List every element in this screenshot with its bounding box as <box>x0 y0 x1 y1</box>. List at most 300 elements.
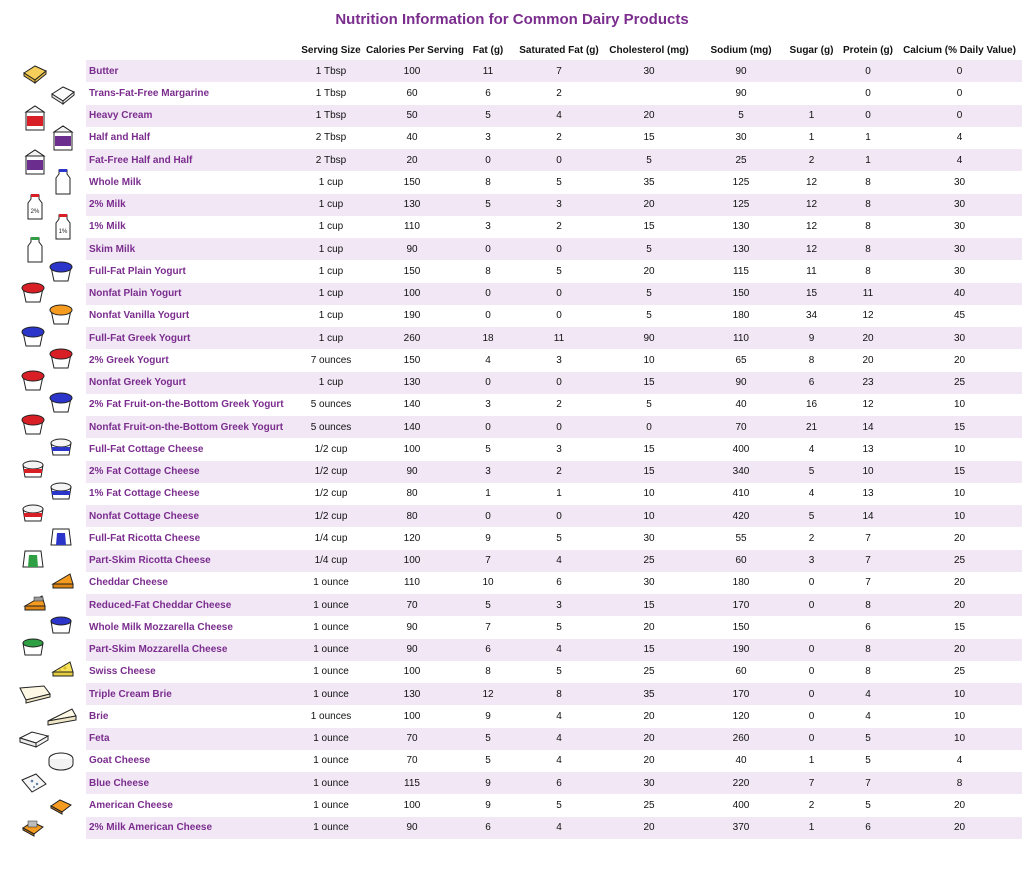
table-cell: 20 <box>600 817 698 839</box>
table-cell: 3 <box>485 221 491 233</box>
yogurt-cup-icon <box>48 392 74 414</box>
table-cell: 7 <box>839 772 897 794</box>
table-cell: 9 <box>485 710 491 722</box>
table-cell: 90 <box>600 327 698 349</box>
table-cell: 110 <box>404 577 420 589</box>
table-cell: 7 <box>458 550 518 572</box>
table-cell: 80 <box>406 488 418 500</box>
table-cell: 6 <box>839 817 897 839</box>
table-cell: 1/2 cup <box>314 443 348 455</box>
table-cell: 30 <box>600 772 698 794</box>
table-cell: 1 cup <box>296 283 366 305</box>
table-cell: 0 <box>458 149 518 171</box>
table-row <box>86 349 1022 371</box>
ricotta-tub-icon <box>48 525 74 547</box>
table-cell <box>784 616 839 638</box>
table-cell: 20 <box>366 149 458 171</box>
table-cell: 25 <box>600 550 698 572</box>
table-cell: 8 <box>865 221 871 233</box>
table-row <box>86 171 1022 193</box>
table-cell: 20 <box>953 799 966 811</box>
header-cell: Fat (g) <box>472 44 504 56</box>
table-cell: 0 <box>600 416 698 438</box>
product-name: Reduced-Fat Cheddar Cheese <box>86 594 296 616</box>
table-cell: 0 <box>556 310 562 322</box>
header-cell: Calcium (% Daily Value) <box>903 44 1016 56</box>
table-row <box>86 283 1022 305</box>
table-cell: 8 <box>839 238 897 260</box>
blue-cheese-icon <box>20 772 48 794</box>
table-cell: 3 <box>518 194 600 216</box>
table-cell: 100 <box>366 283 458 305</box>
table-cell: 0 <box>458 238 518 260</box>
cream-carton-icon <box>22 148 48 176</box>
table-row <box>86 305 1022 327</box>
table-cell: 30 <box>953 221 966 233</box>
table-cell: 1/2 cup <box>314 488 348 500</box>
table-cell: 1 <box>784 817 839 839</box>
table-cell: 5 <box>600 149 698 171</box>
table-cell: 9 <box>784 327 839 349</box>
header-cell: Protein (g) <box>843 44 893 56</box>
table-row <box>86 616 1022 638</box>
table-cell: 12 <box>862 310 874 322</box>
table-cell: 90 <box>698 60 784 82</box>
yogurt-cup-icon <box>20 370 46 392</box>
table-cell: 15 <box>643 221 655 233</box>
table-cell: 130 <box>698 238 784 260</box>
table-cell: 10 <box>643 354 655 366</box>
table-cell: 140 <box>366 416 458 438</box>
header-row <box>86 40 1022 60</box>
header-cell: Saturated Fat (g) <box>519 44 599 56</box>
table-cell: 4 <box>808 443 815 455</box>
butter-icon <box>22 63 48 85</box>
product-name: Full-Fat Greek Yogurt <box>86 327 296 349</box>
table-cell: 50 <box>366 105 458 127</box>
table-cell: 8 <box>865 265 871 277</box>
table-cell: 1 cup <box>296 372 366 394</box>
table-cell: 16 <box>805 399 818 411</box>
table-row <box>86 82 1022 104</box>
table-cell: 20 <box>643 755 655 767</box>
table-cell: 8 <box>485 176 491 188</box>
table-cell: 260 <box>366 327 458 349</box>
table-cell: 13 <box>862 443 874 455</box>
yogurt-cup-icon <box>48 304 74 326</box>
table-cell: 8 <box>808 354 815 366</box>
table-cell: 1 <box>865 132 871 144</box>
yogurt-cup-icon <box>48 261 74 283</box>
table-cell: 20 <box>600 105 698 127</box>
table-cell: 1 ounce <box>313 577 349 589</box>
table-cell: 2 Tbsp <box>296 149 366 171</box>
table-cell: 3 <box>485 132 491 144</box>
table-cell: 6 <box>865 621 871 633</box>
table-cell: 5 ounces <box>310 399 352 411</box>
table-cell: 420 <box>698 505 784 527</box>
table-cell: 70 <box>366 594 458 616</box>
table-cell: 170 <box>698 594 784 616</box>
product-name: Feta <box>86 728 296 750</box>
table-cell: 0 <box>485 310 491 322</box>
ricotta-tub-icon <box>20 547 46 569</box>
cottage-cheese-tub-icon <box>48 436 74 458</box>
table-cell: 150 <box>403 176 421 188</box>
table-row <box>86 416 1022 438</box>
table-cell: 20 <box>839 327 897 349</box>
table-cell: 4 <box>956 132 963 144</box>
product-name: Blue Cheese <box>86 772 296 794</box>
milk-bottle-icon <box>52 168 74 196</box>
table-cell: 0 <box>784 639 839 661</box>
table-cell: 110 <box>698 327 784 349</box>
product-name: Whole Milk Mozzarella Cheese <box>89 621 233 633</box>
table-cell: 25 <box>643 666 655 678</box>
yogurt-cup-icon <box>20 326 46 348</box>
table-cell: 150 <box>403 354 421 366</box>
table-cell: 15 <box>600 639 698 661</box>
table-cell: 11 <box>839 283 897 305</box>
table-cell: 1 ounce <box>296 772 366 794</box>
cottage-cheese-tub-icon <box>20 502 46 524</box>
product-name: Trans-Fat-Free Margarine <box>89 87 210 99</box>
table-row <box>86 705 1022 727</box>
table-cell: 25 <box>897 372 1022 394</box>
table-cell: 0 <box>808 666 815 678</box>
table-cell: 90 <box>366 817 458 839</box>
table-cell: 3 <box>556 443 562 455</box>
table-row <box>86 750 1022 772</box>
table-row <box>86 794 1022 816</box>
product-name: Half and Half <box>89 132 151 144</box>
table-cell: 140 <box>403 399 421 411</box>
table-cell: 1 cup <box>296 238 366 260</box>
table-row <box>86 572 1022 594</box>
table-cell: 90 <box>366 238 458 260</box>
product-name: Swiss Cheese <box>89 666 156 678</box>
table-cell: 90 <box>735 87 747 99</box>
table-cell: 5 <box>556 532 562 544</box>
table-cell: 0 <box>518 416 600 438</box>
table-cell: 10 <box>953 488 966 500</box>
table-cell: 130 <box>732 221 750 233</box>
table-cell: 11 <box>458 60 518 82</box>
table-cell: 5 <box>646 399 652 411</box>
table-cell: 4 <box>556 755 562 767</box>
table-cell: 1/4 cup <box>296 550 366 572</box>
cottage-cheese-tub-icon <box>20 458 46 480</box>
product-name: 1% Fat Cottage Cheese <box>89 488 200 500</box>
table-row <box>86 105 1022 127</box>
feta-block-icon <box>18 728 50 750</box>
table-cell: 9 <box>485 799 491 811</box>
header-cell: Sugar (g) <box>789 44 834 56</box>
table-cell: 0 <box>784 728 839 750</box>
table-cell: 14 <box>839 505 897 527</box>
table-cell: 4 <box>956 755 963 767</box>
table-row <box>86 372 1022 394</box>
table-row <box>86 127 1022 149</box>
table-cell: 0 <box>808 577 815 589</box>
table-cell: 20 <box>897 639 1022 661</box>
table-cell: 0 <box>458 505 518 527</box>
table-cell: 1 ounces <box>310 710 352 722</box>
table-cell: 1 ounce <box>296 817 366 839</box>
table-row <box>86 661 1022 683</box>
table-cell: 3 <box>556 354 562 366</box>
table-cell: 3 <box>458 461 518 483</box>
table-cell: 12 <box>805 176 818 188</box>
table-cell: 10 <box>953 399 966 411</box>
table-cell: 6 <box>458 817 518 839</box>
table-cell: 15 <box>600 461 698 483</box>
table-cell: 6 <box>556 577 562 589</box>
table-cell: 11 <box>806 265 817 277</box>
table-row <box>86 394 1022 416</box>
table-cell: 125 <box>698 194 784 216</box>
table-row <box>86 483 1022 505</box>
american-cheese-icon <box>20 818 46 840</box>
table-cell: 4 <box>518 105 600 127</box>
table-cell: 12 <box>784 238 839 260</box>
table-row <box>86 550 1022 572</box>
milk-bottle-icon <box>24 193 46 221</box>
table-cell: 0 <box>897 60 1022 82</box>
table-cell: 100 <box>366 550 458 572</box>
table-cell: 8 <box>485 666 491 678</box>
goat-cheese-icon <box>46 750 76 772</box>
table-cell: 10 <box>953 443 966 455</box>
table-cell: 1 ounce <box>296 683 366 705</box>
table-row <box>86 438 1022 460</box>
table-cell: 45 <box>953 310 966 322</box>
table-cell: 1 ounce <box>313 666 349 678</box>
table-cell: 11 <box>518 327 600 349</box>
table-row <box>86 594 1022 616</box>
table-cell: 1/4 cup <box>314 532 348 544</box>
table-cell: 20 <box>643 621 655 633</box>
product-icons <box>0 58 86 848</box>
table-cell: 35 <box>600 683 698 705</box>
product-name: Heavy Cream <box>86 105 296 127</box>
table-cell: 150 <box>403 265 421 277</box>
cheddar-wedge-icon <box>22 592 48 614</box>
yogurt-cup-icon <box>20 282 46 304</box>
table-cell: 40 <box>735 755 747 767</box>
table-cell: 3 <box>485 399 491 411</box>
table-cell: 18 <box>458 327 518 349</box>
nutrition-table <box>86 40 1022 839</box>
table-cell: 25 <box>643 799 655 811</box>
product-name: Full-Fat Plain Yogurt <box>89 265 186 277</box>
table-cell: 10 <box>897 505 1022 527</box>
table-cell: 9 <box>458 772 518 794</box>
table-cell: 90 <box>698 372 784 394</box>
table-cell: 1 <box>784 105 839 127</box>
product-name: 2% Fat Fruit-on-the-Bottom Greek Yogurt <box>89 399 284 411</box>
table-cell: 1 cup <box>318 310 344 322</box>
table-cell: 65 <box>735 354 747 366</box>
table-cell: 10 <box>643 488 655 500</box>
table-cell: 8 <box>865 176 871 188</box>
table-cell: 1 <box>808 755 815 767</box>
table-cell: 4 <box>865 710 871 722</box>
table-cell: 15 <box>643 443 655 455</box>
table-cell: 30 <box>600 60 698 82</box>
table-cell: 180 <box>732 310 750 322</box>
table-cell: 15 <box>643 132 655 144</box>
table-cell: 20 <box>643 710 655 722</box>
product-name: Nonfat Greek Yogurt <box>86 372 296 394</box>
table-cell: 115 <box>366 772 458 794</box>
table-cell: 20 <box>953 577 966 589</box>
mozzarella-tub-icon <box>20 636 46 658</box>
table-cell: 15 <box>897 461 1022 483</box>
table-cell: 2 <box>784 149 839 171</box>
table-cell: 8 <box>897 772 1022 794</box>
table-cell: 190 <box>403 310 421 322</box>
table-cell: 2 <box>556 132 562 144</box>
table-row <box>86 728 1022 750</box>
table-cell: 0 <box>518 372 600 394</box>
table-cell: 40 <box>406 132 418 144</box>
table-cell: 0 <box>897 105 1022 127</box>
table-cell: 6 <box>518 772 600 794</box>
table-cell: 30 <box>643 577 655 589</box>
margarine-icon <box>50 84 76 106</box>
swiss-wedge-icon <box>50 658 76 680</box>
table-cell: 30 <box>643 532 655 544</box>
table-row <box>86 260 1022 282</box>
table-cell: 4 <box>518 639 600 661</box>
table-cell: 4 <box>808 488 815 500</box>
table-cell: 190 <box>698 639 784 661</box>
table-cell: 4 <box>556 710 562 722</box>
table-cell: 20 <box>643 265 655 277</box>
svg-text:2%: 2% <box>30 209 40 215</box>
table-cell: 5 <box>556 666 562 678</box>
table-cell: 130 <box>366 372 458 394</box>
table-cell: 130 <box>366 683 458 705</box>
table-row <box>86 817 1022 839</box>
table-cell: 5 <box>458 194 518 216</box>
table-cell: 7 <box>865 532 871 544</box>
product-name: 2% Fat Cottage Cheese <box>86 461 296 483</box>
table-cell: 5 <box>458 594 518 616</box>
product-name: Goat Cheese <box>89 755 151 767</box>
product-name: 2% Greek Yogurt <box>89 354 169 366</box>
table-cell: 150 <box>698 283 784 305</box>
table-cell: 21 <box>784 416 839 438</box>
table-cell: 15 <box>600 594 698 616</box>
table-cell: 7 ounces <box>310 354 352 366</box>
table-cell: 220 <box>698 772 784 794</box>
table-cell: 10 <box>897 728 1022 750</box>
table-cell: 110 <box>404 221 420 233</box>
table-cell: 7 <box>485 621 491 633</box>
product-name: Full-Fat Cottage Cheese <box>89 443 204 455</box>
table-cell: 30 <box>953 176 966 188</box>
table-cell: 7 <box>784 772 839 794</box>
table-cell: 35 <box>643 176 655 188</box>
table-cell: 100 <box>366 60 458 82</box>
table-cell: 1 ounce <box>296 594 366 616</box>
table-cell: 8 <box>485 265 491 277</box>
table-cell: 70 <box>406 755 418 767</box>
table-cell: 340 <box>698 461 784 483</box>
table-cell: 2 <box>808 532 815 544</box>
table-cell: 55 <box>735 532 747 544</box>
table-cell: 25 <box>698 149 784 171</box>
table-cell: 0 <box>784 683 839 705</box>
table-cell: 1 Tbsp <box>315 87 347 99</box>
table-cell: 6 <box>458 639 518 661</box>
table-cell: 9 <box>485 532 491 544</box>
table-cell: 125 <box>732 176 750 188</box>
table-cell: 12 <box>784 194 839 216</box>
table-cell: 0 <box>839 105 897 127</box>
table-cell: 1 cup <box>296 194 366 216</box>
table-cell: 0 <box>956 87 963 99</box>
table-row <box>86 238 1022 260</box>
table-cell: 2 <box>556 221 562 233</box>
table-cell: 12 <box>862 399 874 411</box>
table-cell: 1/2 cup <box>296 505 366 527</box>
table-cell: 34 <box>805 310 818 322</box>
table-cell: 90 <box>406 621 418 633</box>
product-name: Nonfat Cottage Cheese <box>86 505 296 527</box>
table-cell: 14 <box>839 416 897 438</box>
table-cell: 8 <box>839 194 897 216</box>
table-row <box>86 772 1022 794</box>
table-cell: 60 <box>735 666 747 678</box>
table-cell: 8 <box>518 683 600 705</box>
table-cell: 1 <box>808 132 815 144</box>
table-cell: 1 cup <box>296 327 366 349</box>
table-cell: 1 cup <box>318 265 344 277</box>
table-cell: 1 cup <box>318 176 344 188</box>
cheddar-wedge-icon <box>50 570 76 592</box>
table-row <box>86 527 1022 549</box>
product-name: Part-Skim Mozzarella Cheese <box>86 639 296 661</box>
product-name: American Cheese <box>89 799 173 811</box>
table-cell: 20 <box>897 594 1022 616</box>
header-cell: Serving Size <box>301 44 361 56</box>
table-cell: 23 <box>839 372 897 394</box>
table-cell: 100 <box>403 799 421 811</box>
table-cell: 30 <box>897 194 1022 216</box>
table-cell: 5 <box>485 755 491 767</box>
table-cell: 170 <box>698 683 784 705</box>
table-cell: 4 <box>518 817 600 839</box>
table-cell: 30 <box>897 238 1022 260</box>
table-cell: 0 <box>865 87 871 99</box>
product-name: 1% Milk <box>89 221 126 233</box>
table-cell: 120 <box>403 532 421 544</box>
table-cell: 5 <box>556 621 562 633</box>
table-cell: 115 <box>733 265 749 277</box>
table-row <box>86 60 1022 82</box>
product-name: Butter <box>86 60 296 82</box>
table-cell: 4 <box>897 149 1022 171</box>
cottage-cheese-tub-icon <box>48 480 74 502</box>
table-cell: 2 <box>518 461 600 483</box>
table-cell: 5 <box>784 461 839 483</box>
table-cell: 60 <box>406 87 418 99</box>
product-name: Nonfat Plain Yogurt <box>86 283 296 305</box>
table-cell: 5 ounces <box>296 416 366 438</box>
